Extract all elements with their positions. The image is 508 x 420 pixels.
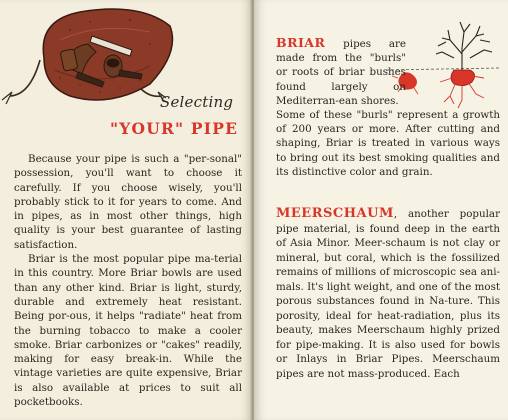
meerschaum-text: , another popular pipe material, is found deep in the earth of Asia Minor. Meer-schaum is not clay or mineral, but coral, which is the fossilized remains of millions of microscopic sea ani-mals. It's light weight, and one of the most porous substances found in Na-ture. This porosity, ideal for heat-radiation, plus its beauty, makes Meerschaum highly prized for pipe-making. It is also used for bowls or Inlays in Briar Pipes. Meerschaum pipes are not mass-produced. Each	[276, 208, 500, 380]
paragraph-briar-popular: Briar is the most popular pipe ma-terial in this country. More Briar bowls are used than any other kind. Briar is light, sturdy, durable and extremely heat resistant. Being por-ous, it helps "radiate" heat from the burning tobacco to make a cooler smoke. Briar carbonizes or "cakes" readily, making for easy break-in. While the vintage varieties are quite expensive, Briar is also available at prices to suit all pocketbooks.	[14, 253, 242, 409]
keyword-meerschaum: MEERSCHAUM	[276, 206, 394, 221]
briar-section	[276, 36, 500, 179]
right-page	[254, 0, 508, 420]
left-body-text	[14, 152, 242, 409]
paragraph-personal-possession: Because your pipe is such a "per-sonal" possession, you'll want to choose it carefully. If you choose wisely, you'll probably stick to it for years to come. And in pipes, as in most other things, high quality is your best guarantee of lasting satisfaction.	[14, 153, 242, 251]
left-page	[0, 0, 252, 420]
briar-text-narrow: pipes are made from the "burls" or roots of briar bushes found largely on Mediterran-ean shores.	[276, 38, 406, 107]
keyword-briar: BRIAR	[276, 35, 326, 50]
heading-selecting: Selecting	[160, 93, 234, 111]
heading-your-pipe: "YOUR" PIPE	[110, 119, 239, 138]
briar-paragraph-top	[276, 36, 406, 108]
briar-text-wide: Some of these "burls" represent a growth of 200 years or more. After cutting and shaping, Briar is treated in various ways to bring out its best smoking qualities and its distinctive color and grain.	[276, 109, 500, 178]
meerschaum-section	[276, 207, 500, 381]
